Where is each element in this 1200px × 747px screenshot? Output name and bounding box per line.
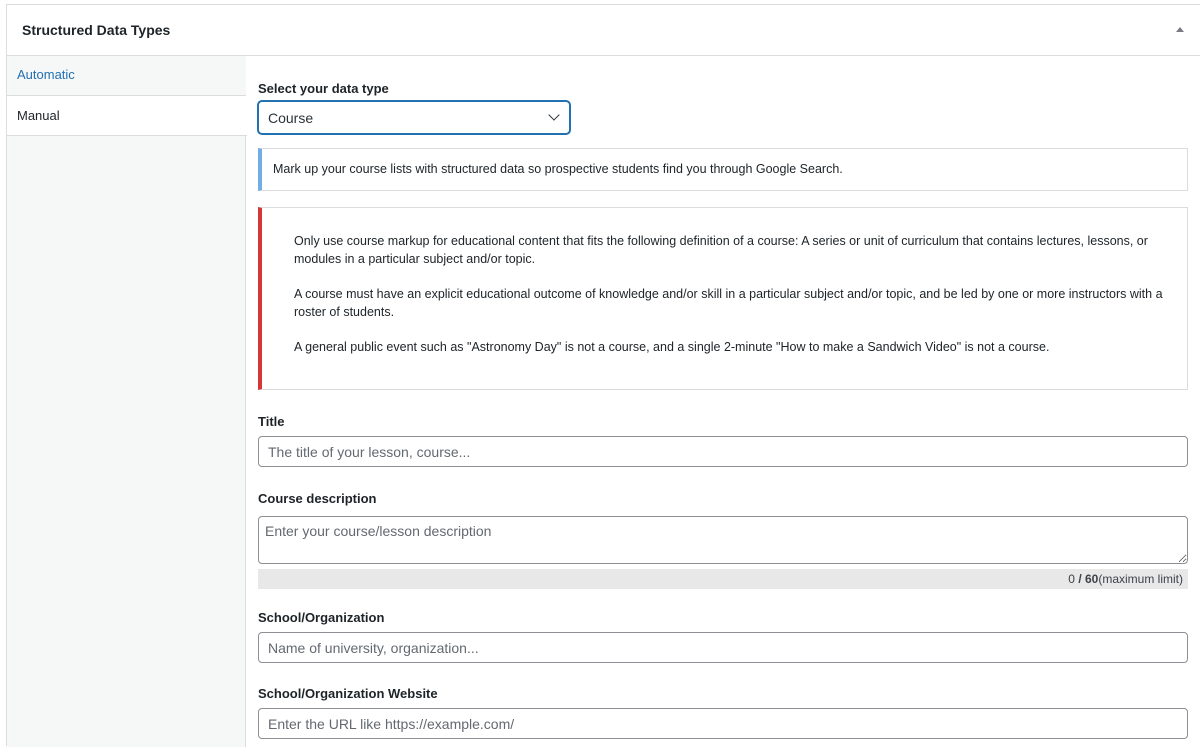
website-input[interactable] <box>258 708 1188 739</box>
warning-paragraph: Only use course markup for educational content that fits the following definition of a course: A series or unit of curriculum that contains lectures, lessons, or modules in a particular subject and/or topic. <box>294 234 1148 266</box>
description-textarea[interactable] <box>258 516 1188 564</box>
warning-notice <box>258 207 1188 390</box>
description-label: Course description <box>258 491 377 506</box>
info-notice <box>258 148 1188 191</box>
tab-automatic[interactable]: Automatic <box>7 56 246 96</box>
data-type-select[interactable] <box>258 101 570 134</box>
warning-paragraph: A course must have an explicit educational outcome of knowledge and/or skill in a particular subject and/or topic, and be led by one or more instructors with a roster of students. <box>294 287 1163 319</box>
data-type-label: Select your data type <box>258 81 389 96</box>
collapse-arrow-icon[interactable] <box>1173 23 1187 37</box>
structured-data-panel <box>6 4 1200 746</box>
panel-title: Structured Data Types <box>22 22 171 38</box>
sidebar <box>7 56 246 747</box>
chevron-down-icon <box>548 109 559 120</box>
warning-paragraph: A general public event such as "Astronomy Day" is not a course, and a single 2-minute "How to make a Sandwich Video" is not a course. <box>294 340 1050 354</box>
organization-label: School/Organization <box>258 610 385 625</box>
tab-manual[interactable]: Manual <box>7 96 247 136</box>
data-type-selected-value: Course <box>268 110 314 126</box>
title-input[interactable] <box>258 436 1188 467</box>
title-label: Title <box>258 414 285 429</box>
counter-suffix: (maximum limit) <box>1098 572 1183 586</box>
organization-input[interactable] <box>258 632 1188 663</box>
website-label: School/Organization Website <box>258 686 438 701</box>
panel-header <box>7 5 1200 56</box>
info-notice-text: Mark up your course lists with structured data so prospective students find you through Google Search. <box>273 162 843 176</box>
char-counter <box>258 569 1188 589</box>
counter-max: / 60 <box>1074 572 1099 586</box>
counter-current: 0 <box>1068 572 1075 586</box>
